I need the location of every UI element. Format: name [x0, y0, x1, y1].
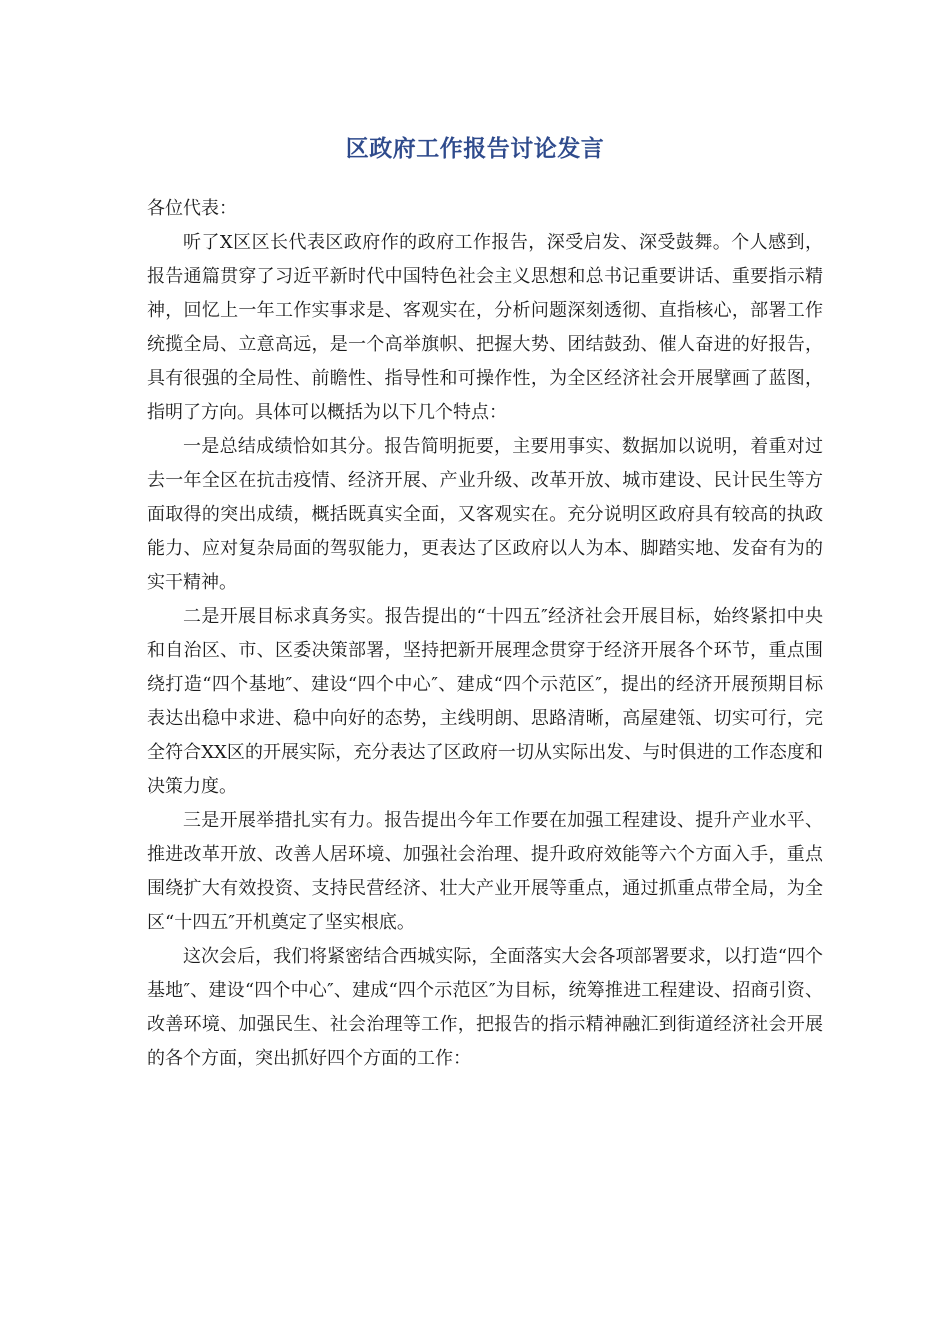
document-body	[147, 192, 823, 1076]
paragraph-point-one: 一是总结成绩恰如其分。报告简明扼要，主要用事实、数据加以说明，着重对过去一年全区在抗击疫情、经济开展、产业升级、改革开放、城市建设、民计民生等方面取得的突出成绩，概括既真实全面，又客观实在。充分说明区政府具有较高的执政能力、应对复杂局面的驾驭能力，更表达了区政府以人为本、脚踏实地、发奋有为的实干精神。	[147, 436, 823, 593]
paragraph-intro: 听了X区区长代表区政府作的政府工作报告，深受启发、深受鼓舞。个人感到，报告通篇贯穿了习近平新时代中国特色社会主义思想和总书记重要讲话、重要指示精神，回忆上一年工作实事求是、客观实在，分析问题深刻透彻、直指核心，部署工作统揽全局、立意高远，是一个高举旗帜、把握大势、团结鼓劲、催人奋进的好报告，具有很强的全局性、前瞻性、指导性和可操作性，为全区经济社会开展擘画了蓝图，指明了方向。具体可以概括为以下几个特点：	[147, 232, 823, 423]
paragraph-point-two: 二是开展目标求真务实。报告提出的“十四五″经济社会开展目标，始终紧扣中央和自治区、市、区委决策部署，坚持把新开展理念贯穿于经济开展各个环节，重点围绕打造“四个基地″、建设“四个中心″、建成“四个示范区″，提出的经济开展预期目标表达出稳中求进、稳中向好的态势，主线明朗、思路清晰，高屋建瓴、切实可行，完全符合XX区的开展实际，充分表达了区政府一切从实际出发、与时俱进的工作态度和决策力度。	[147, 606, 823, 797]
document-title: 区政府工作报告讨论发言	[345, 135, 605, 162]
paragraph-point-three: 三是开展举措扎实有力。报告提出今年工作要在加强工程建设、提升产业水平、推进改革开放、改善人居环境、加强社会治理、提升政府效能等六个方面入手，重点围绕扩大有效投资、支持民营经济、壮大产业开展等重点，通过抓重点带全局，为全区“十四五″开机奠定了坚实根底。	[147, 810, 823, 933]
salutation: 各位代表：	[147, 198, 237, 219]
paragraph-closing: 这次会后，我们将紧密结合西城实际，全面落实大会各项部署要求，以打造“四个基地″、建设“四个中心″、建成“四个示范区″为目标，统筹推进工程建设、招商引资、改善环境、加强民生、社会治理等工作，把报告的指示精神融汇到街道经济社会开展的各个方面，突出抓好四个方面的工作：	[147, 946, 823, 1069]
